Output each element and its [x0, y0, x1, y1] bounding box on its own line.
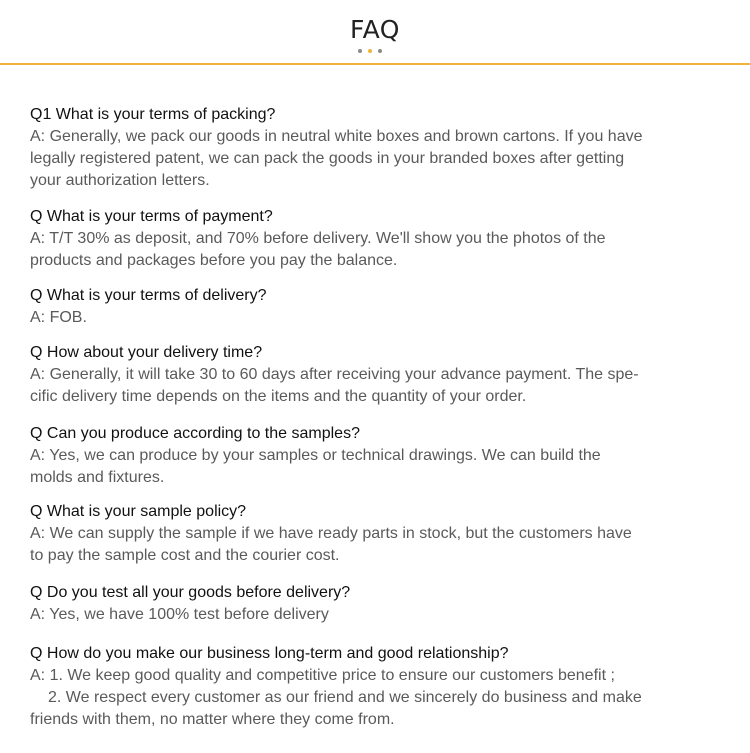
page-title: FAQ [350, 15, 400, 44]
faq-header [0, 0, 750, 66]
dot-icon [378, 49, 382, 53]
faq-question: Q Can you produce according to the samples? [30, 425, 360, 442]
answer-line: A: FOB. [30, 309, 87, 326]
faq-item-sample-policy [30, 501, 670, 567]
faq-question: Q How about your delivery time? [30, 344, 263, 361]
faq-question: Q Do you test all your goods before delivery? [30, 584, 351, 601]
faq-answer [30, 307, 670, 329]
faq-answer [30, 665, 670, 731]
title-dots-decoration [358, 49, 388, 54]
faq-answer [30, 604, 670, 626]
answer-line: A: 1. We keep good quality and competitive price to ensure our customers benefit ; [30, 667, 615, 684]
faq-answer [30, 523, 670, 567]
dot-icon [358, 49, 362, 53]
faq-question: Q What is your terms of payment? [30, 208, 273, 225]
faq-question: Q How do you make our business long-term and good relationship? [30, 645, 509, 662]
faq-item-packing [30, 104, 670, 192]
answer-line: molds and fixtures. [30, 469, 165, 486]
faq-item-delivery-time [30, 342, 670, 408]
answer-line: A: T/T 30% as deposit, and 70% before delivery. We'll show you the photos of the [30, 230, 606, 247]
faq-answer [30, 126, 670, 192]
answer-line: cific delivery time depends on the items and the quantity of your order. [30, 388, 527, 405]
answer-line: to pay the sample cost and the courier cost. [30, 547, 340, 564]
faq-question: Q What is your sample policy? [30, 503, 247, 520]
answer-line: friends with them, no matter where they come from. [30, 711, 395, 728]
faq-answer [30, 228, 670, 272]
answer-line: A: Generally, we pack our goods in neutral white boxes and brown cartons. If you have [30, 128, 643, 145]
faq-question: Q What is your terms of delivery? [30, 287, 267, 304]
faq-item-delivery-terms [30, 285, 670, 329]
header-divider [0, 63, 750, 65]
answer-line: A: Yes, we have 100% test before delivery [30, 606, 329, 623]
answer-line: A: We can supply the sample if we have ready parts in stock, but the customers have [30, 525, 632, 542]
faq-answer [30, 364, 670, 408]
faq-question: Q1 What is your terms of packing? [30, 106, 276, 123]
dot-icon [368, 49, 372, 53]
faq-item-testing [30, 582, 670, 626]
answer-line: A: Generally, it will take 30 to 60 days after receiving your advance payment. The spe- [30, 366, 639, 383]
faq-item-samples [30, 423, 670, 489]
faq-item-relationship [30, 643, 670, 731]
faq-item-payment [30, 206, 670, 272]
answer-line: legally registered patent, we can pack the goods in your branded boxes after getting [30, 150, 625, 167]
faq-answer [30, 445, 670, 489]
answer-line: your authorization letters. [30, 172, 210, 189]
answer-line: 2. We respect every customer as our friend and we sincerely do business and make [48, 689, 642, 706]
answer-line: A: Yes, we can produce by your samples or technical drawings. We can build the [30, 447, 601, 464]
answer-line: products and packages before you pay the balance. [30, 252, 398, 269]
